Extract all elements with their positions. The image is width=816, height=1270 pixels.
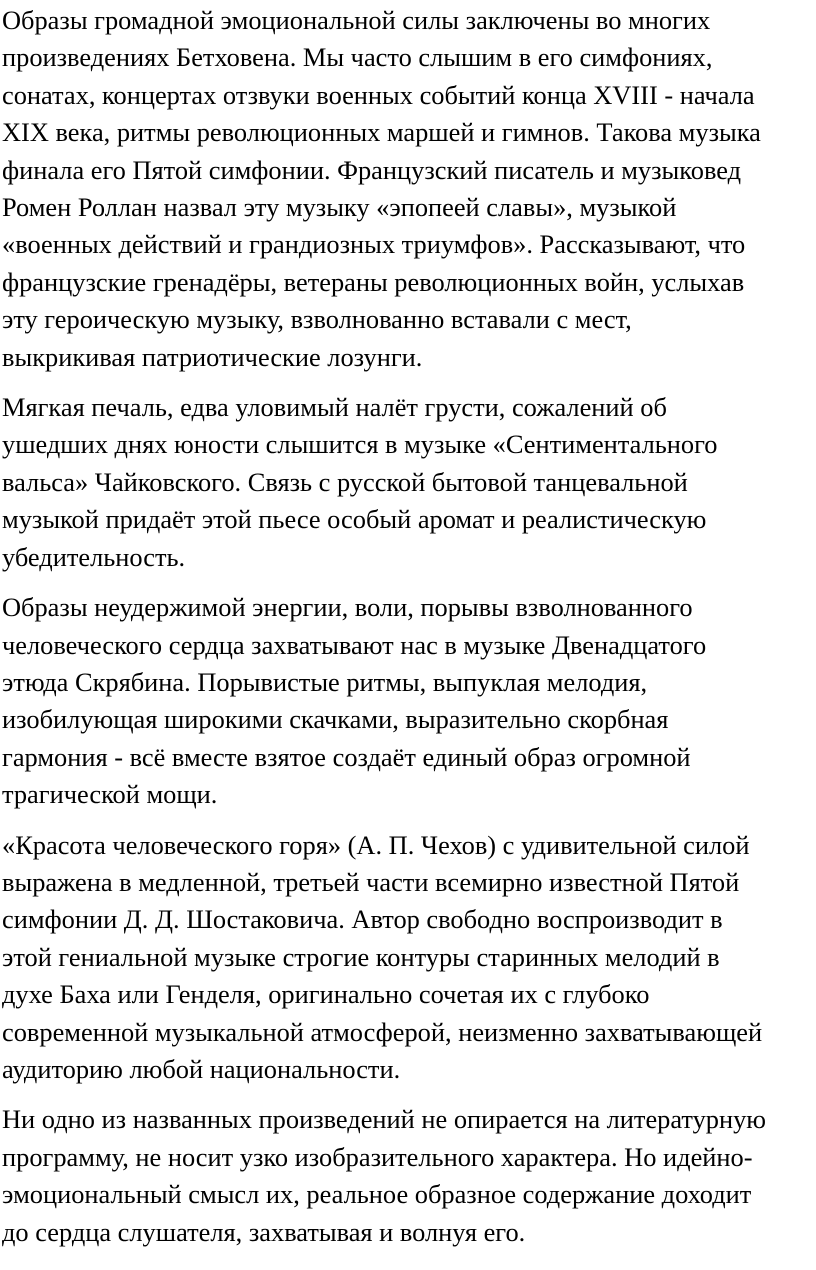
paragraph-scriabin: Образы неудержимой энергии, воли, порывы взволнованного человеческого сердца захватывают нас в музыке Двенадцатого этюда Скрябина. Порывистые ритмы, выпуклая мелодия, изобилующая широкими скачками, выразительно скорбная гармония - всё вместе взятое создаёт единый образ огромной трагической мощи. <box>2 592 707 810</box>
paragraph-beethoven: Образы громадной эмоциональной силы заключены во многих произведениях Бетховена. Мы часто слышим в его симфониях, сонатах, концертах отзвуки военных событий конца XVIII - начала XIX века, ритмы революционных маршей и гимнов. Такова музыка финала его Пятой симфонии. Французский писатель и музыковед Ромен Роллан назвал эту музыку «эпопеей славы», музыкой «военных действий и грандиозных триумфов». Рассказывают, что французские гренадёры, ветераны революционных войн, услыхав эту героическую музыку, взволнованно вставали с мест, выкрикивая патриотические лозунги. <box>2 5 761 372</box>
paragraph-shostakovich: «Красота человеческого горя» (А. П. Чехов) с удивительной силой выражена в медленной, третьей части всемирно известной Пятой симфонии Д. Д. Шостаковича. Автор свободно воспроизводит в этой гениальной музыке строгие контуры старинных мелодий в духе Баха или Генделя, оригинально сочетая их с глубоко современной музыкальной атмосферой, неизменно захватывающей аудиторию любой национальности. <box>2 829 763 1084</box>
paragraph-tchaikovsky: Мягкая печаль, едва уловимый налёт грусти, сожалений об ушедших днях юности слышится в музыке «Сентиментального вальса» Чайковского. Связь с русской бытовой танцевальной музыкой придаёт этой пьесе особый аромат и реалистическую убедительность. <box>2 392 718 572</box>
paragraph-conclusion: Ни одно из названных произведений не опирается на литературную программу, не носит узко изобразительного характера. Но идейно- эмоциональный смысл их, реальное образное содержание доходит до сердца слушателя, захватывая и волнуя его. <box>2 1104 767 1247</box>
